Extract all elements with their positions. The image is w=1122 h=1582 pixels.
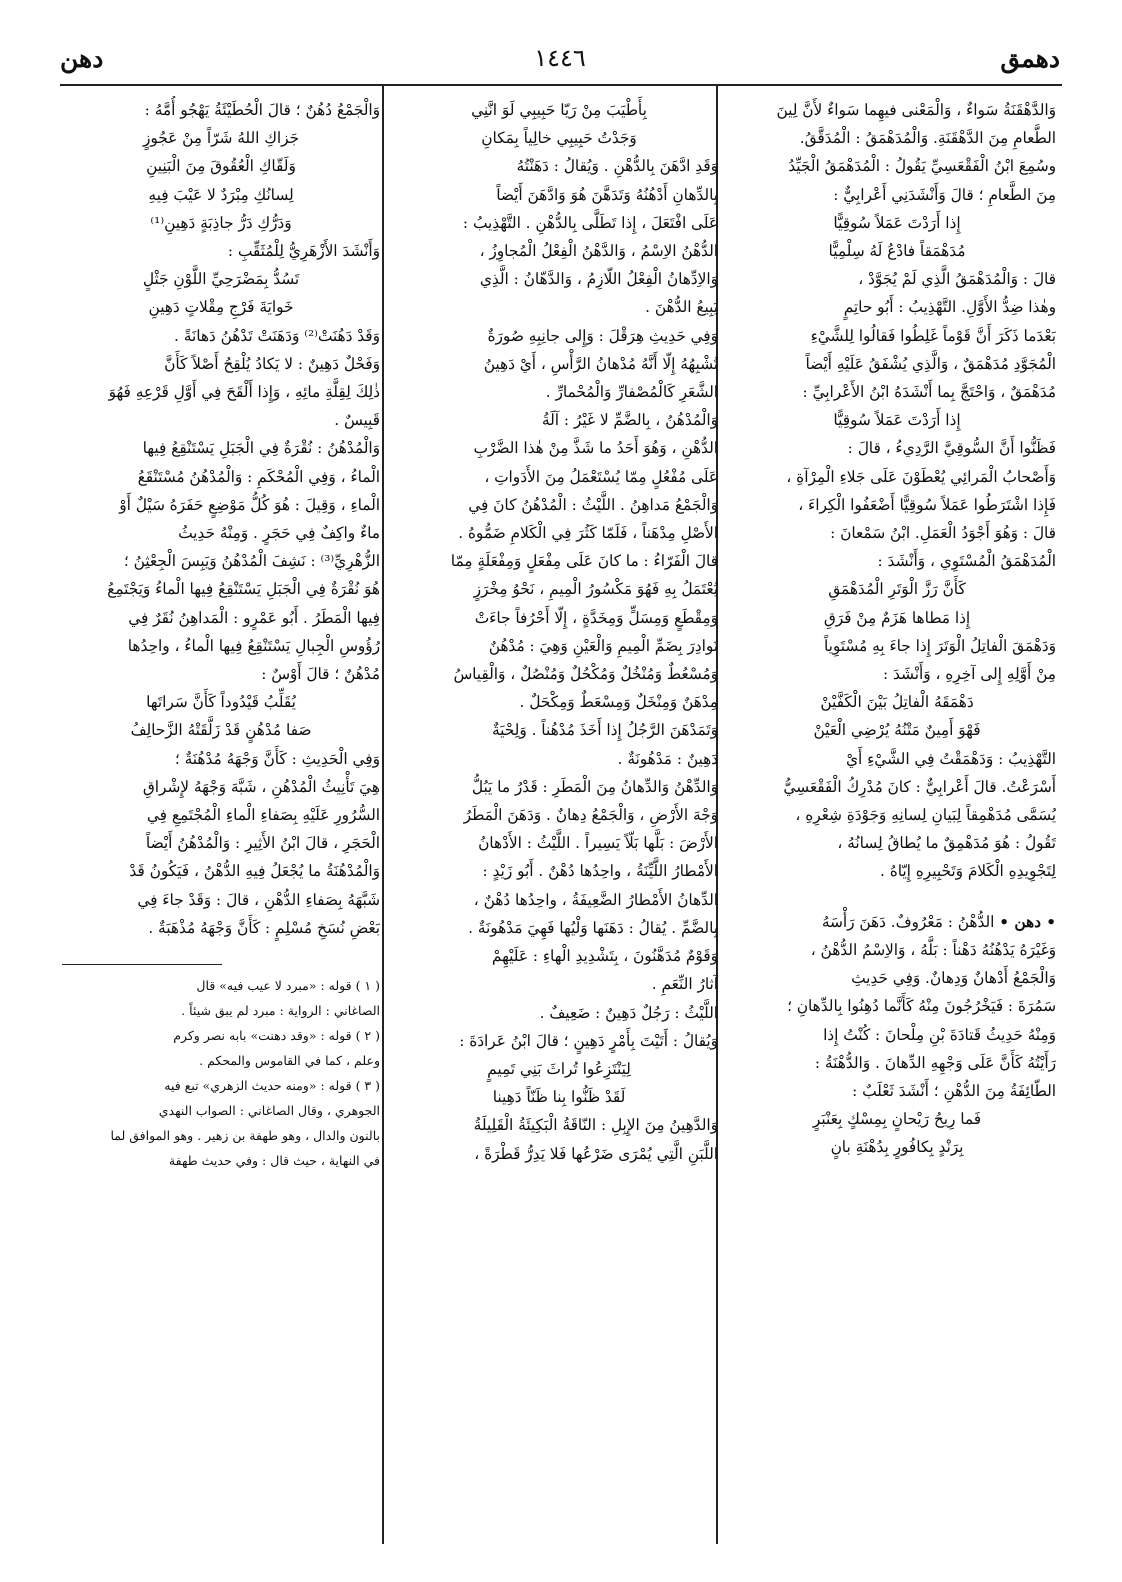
- page-number: ١٤٤٦: [534, 44, 586, 72]
- footnote-line: بالنون والدال ، وهو طهفة بن زهير . وهو الموافق لما: [110, 1128, 380, 1144]
- verse-line: مُدَهْمَقاً فادْعُ لَهُ سِلْمِيًّا: [828, 242, 966, 261]
- verse-line: فَما رِيحُ رَيْحانٍ بِمِسْكٍ بِعَنْبَرٍ: [812, 1110, 982, 1129]
- text-line: يُعْتَمَلُ بِهِ فَهُوَ مَكْسُورُ الْمِيمِ ، نَحْوُ مِخْرَزٍ: [473, 580, 718, 599]
- text-line: الْمُدَهْمَقُ الْمُسْتَوِي ، وَأَنْشَدَ :: [877, 552, 1056, 571]
- text-line: الدُّهْنِ ، وَهُوَ أَحَدُ ما شَذَّ مِنْ هٰذا الضَّرْبِ: [473, 439, 718, 458]
- text-line: آثارُ النِّعَمِ .: [651, 975, 718, 994]
- footnote-line: ( ١ ) قوله : «مبرد لا عيب فيه» قال: [196, 978, 380, 994]
- verse-line: وَدَرُّكِ دَرُّ جاذِبَةٍ دَهِينِ⁽¹⁾: [150, 213, 292, 232]
- verse-line: بِأَطْيَبَ مِنْ رَيّا حَبِيبِي لَوَ انَّنِي: [471, 101, 647, 119]
- text-line: الدِّهانُ الأَمْطارُ الضَّعِيفَةُ ، واحِدُها دُهْنٌ ،: [473, 890, 718, 909]
- verse-line: إِذا مَطاها هَزَمٌ مِنْ فَرَقِ: [823, 608, 971, 627]
- footnote-line: ( ٢ ) قوله : «وقد دهنت» بابه نصر وكرم: [173, 1028, 380, 1044]
- text-line: الزُّهْرِيِّ⁽³⁾ : نَشِفَ الْمُدْهُنُ وَيَبِسَ الْجِعْثِنُ ؛: [123, 552, 380, 571]
- text-line: الشَّعَرِ كَالْمُصْفارِّ وَالْمُحْمارِّ .: [545, 383, 718, 402]
- column-rule-left: [382, 86, 384, 1544]
- verse-line: صَفا مُدْهُنٍ قَدْ زَلَّقَتْهُ الزَّحالِفُ: [130, 721, 312, 740]
- text-line: مِدْهَنٌ وَمِنْخَلٌ وَمِسْعَطٌ وَمِكْحَلٌ .: [519, 693, 718, 712]
- text-line: التَّهْذِيبُ : وَدَهْمَقْتُ فِي الشَّيْءِ أَيْ: [845, 749, 1056, 768]
- verse-line: بِرَنْدٍ بِكافُورٍ بِدُهْنَةِ بانٍ: [830, 1138, 964, 1157]
- text-line: وسُمِعَ ابْنُ الْفَقْعَسِيِّ يَقُولُ : الْمُدَهْمَقُ الْجَيِّدُ: [788, 157, 1056, 176]
- footnote-line: ( ٣ ) قوله : «ومنه حديث الزهري» تبع فيه: [164, 1078, 380, 1094]
- entry-definition: الدُّهْنُ : مَعْرُوفٌ. دَهَنَ رَأْسَهُ: [821, 912, 995, 931]
- text-line: وَقَدِ ادَّهَنَ بِالدُّهْنِ . وَيُقالُ : دَهَنْتُهُ: [516, 157, 718, 176]
- verse-line: لِسانُكِ مِبْرَدٌ لا عَيْبَ فِيهِ: [148, 185, 294, 204]
- text-line: مُدَهْمَقٌ ، وَاحْتَجَّ بِما أَنْشَدَهُ ابْنُ الأَعْرابِيِّ :: [802, 383, 1056, 402]
- text-line: وَمِقْطَعٍ وَمِسَلٍّ وَمِخَدَّةٍ ، إِلّا أَحْرُفاً جاءَتْ: [474, 608, 718, 627]
- column-middle: [400, 96, 718, 1168]
- text-line: مِنْ أَوَّلِهِ إِلى آخِرِهِ ، وَأَنْشَدَ :: [883, 665, 1056, 684]
- text-line: اللَّبَنِ الَّتِي يُمْرَى ضَرْعُها فَلا يَدِرُّ قَطْرَةً ،: [474, 1144, 718, 1163]
- column-left: [62, 96, 380, 1173]
- text-line: مُدْهُنٌ ؛ قالَ أَوْسٌ :: [261, 665, 380, 684]
- text-line: الأَمْطارُ اللَّيِّنَةُ ، واحِدُها دُهْنٌ . أَبُو زَيْدٍ :: [482, 862, 718, 881]
- text-line: الأَرْضَ : بَلَّها بَلّاً يَسِيراً . اللَّيْثُ : الأَدْهانُ: [478, 834, 718, 853]
- text-line: بِالضَّمِّ . يُقالُ : دَهَنَها وَلْيُها فَهِيَ مَدْهُونَةٌ .: [468, 918, 718, 937]
- text-line: وَأَنْشَدَ الأَزْهَرِيُّ لِلْمُثَقِّبِ :: [227, 242, 380, 261]
- text-line: وَالدَّهِينُ مِنَ الإِبِلِ : النّاقَةُ الْبَكِيئَةُ الْقَلِيلَةُ: [473, 1116, 718, 1135]
- entry-gap: [738, 886, 1056, 908]
- text-line: الطّائِفَةُ مِنَ الدُّهْنِ ؛ أَنْشَدَ ثَعْلَبٌ :: [852, 1081, 1056, 1100]
- verse-line: خَوايَةَ فَرْجِ مِقْلاتٍ دَهِينِ: [148, 298, 294, 317]
- text-line: وَقَدْ دَهُنَتْ⁽²⁾ وَدَهَنَتْ تَدْهُنُ دَهانَةً .: [174, 326, 380, 345]
- text-line: فَظَنُّوا أَنَّ السُّوقِيَّ الرَّدِيءُ ، قالَ :: [847, 439, 1056, 458]
- text-line: تَقُولُ : هُوَ مُدَهْمِقٌ ما يُطاقُ لِسانُهُ ،: [837, 834, 1056, 853]
- header-left-keyword: دهن: [60, 44, 104, 73]
- text-line: وَالْمُدْهُنُ ، بِالضَّمِّ لا غَيْرُ : آلَةُ: [541, 411, 718, 430]
- text-line: اللَّيْثُ : رَجُلٌ دَهِينٌ : ضَعِيفٌ .: [539, 1003, 718, 1022]
- text-line: وَمُسْعُطٌ وَمُنْخُلٌ وَمُكْحُلٌ وَمُنْصُلٌ ، وَالْقِياسُ: [453, 665, 718, 684]
- text-line: نَوادِرَ بِضَمِّ الْمِيمِ وَالْعَيْنِ وَهِيَ : مُدْهُنٌ: [488, 636, 718, 655]
- verse-line: وَجَدْتُ حَبِيبِي خالِياً بِمَكانِ: [481, 129, 637, 148]
- text-line: رُؤُوسِ الْجِبالِ يَسْتَنْقِعُ فِيها الْماءُ ، واحِدُها: [127, 636, 380, 655]
- text-line: ذٰلِكَ لِقِلَّةِ مائِهِ ، وَإِذا أَلْقَحَ فِي أَوَّلِ قَرْعِهِ فَهُوَ: [108, 383, 380, 402]
- text-line: بَعْضِ نُسَخِ مُسْلِمٍ : كَأَنَّ وَجْهَهُ مُذْهَبَةٌ .: [148, 918, 380, 937]
- verse-line: لَقَدْ ظَنُّوا بِنا ظَنّاً دَهِينا: [492, 1088, 626, 1107]
- text-line: وَيُقالُ : أَتَيْتَ بِأَمْرٍ دَهِينٍ ؛ قالَ ابْنُ عَرادَةَ :: [459, 1031, 718, 1050]
- text-line: الْماءُ ، وَفِي الْمُحْكَمِ : وَالْمُدْهُنُ مُسْتَنْقَعُ: [137, 467, 380, 486]
- text-line: وَمِنْهُ حَدِيثُ قَتادَةَ بْنِ مِلْحانَ : كُنْتُ إِذا: [823, 1025, 1056, 1044]
- footnote-line: الجوهري ، وقال الصاغاني : الصواب النهدي: [158, 1103, 380, 1119]
- text-line: وَالدَّهْقَنَةُ سَواءٌ ، وَالْمَعْنى فيهِما سَواءٌ لأَنَّ لِينَ: [776, 101, 1056, 119]
- text-line: وَالْمُدْهُنُ : نُقْرَةٌ فِي الْجَبَلِ يَسْتَنْقِعُ فِيها: [142, 439, 380, 458]
- text-line: وَالدِّهْنُ وَالدِّهانُ مِنَ الْمَطَرِ : قَدْرُ ما يَبُلُّ: [471, 777, 718, 796]
- text-line: دَهِينٌ : مَدْهُونَةٌ .: [617, 749, 718, 768]
- header-right-keyword: دهمق: [1000, 44, 1060, 73]
- text-line: قالَ الْفَرّاءُ : ما كانَ عَلَى مِفْعَلٍ وَمِفْعَلَةٍ مِمّا: [450, 552, 718, 571]
- entry-headword: • دهن •: [999, 912, 1056, 931]
- text-line: تُشْبِهُهُ إِلّا أَنَّهُ مُدْهانُ الرَّأْسِ ، أَيْ دَهِينُ: [483, 354, 718, 373]
- verse-line: كَأَنَّ رَزَّ الْوَتَرِ الْمُدَهْمَقِ: [828, 580, 966, 599]
- text-line: شَبَّهَهُ بِصَفاءِ الدُّهْنِ ، قالَ : وَقَدْ جاءَ فِي: [137, 890, 380, 909]
- text-line: وَفَحْلٌ دَهِينٌ : لا يَكادُ يُلْقِحُ أَصْلاً كَأَنَّ: [164, 354, 380, 373]
- header-rule: [60, 84, 1062, 86]
- text-line: الْحَجَرِ ، قالَ ابْنُ الأَثِيرِ : وَالْمُدْهُنُ أَيْضاً: [145, 834, 380, 853]
- text-line: وَتَمَدْهَنَ الرَّجُلُ إِذا أَخَذَ مُدْهُناً . وَلِحْيَةٌ: [491, 721, 718, 740]
- text-line: وَجْهَ الأَرْضِ ، وَالْجَمْعُ دِهانٌ . وَدَهَنَ الْمَطَرُ: [463, 806, 718, 825]
- text-line: وهٰذا ضِدُّ الأَوَّلِ. التَّهْذِيبُ : أَبُو حاتِمٍ: [843, 298, 1056, 317]
- text-line: وَأَصْحابُ الْمَرائِي يُعْطَوْنَ عَلَى جَلاءِ الْمِرْآةِ ،: [786, 467, 1056, 486]
- footnotes: [62, 973, 380, 1173]
- text-line: هُوَ نُقْرَةٌ فِي الْجَبَلِ يَسْتَنْقِعُ فِيها الْماءُ وَيَجْتَمِعُ: [107, 580, 380, 599]
- verse-line: تَسُدُّ بِمَضْرَحِيِّ اللَّوْنِ جَثْلٍ: [142, 270, 300, 289]
- footnote-line: الصاغاني : الرواية : مبرد لم يبق شيئاً .: [181, 1003, 380, 1019]
- text-line: رَأَيْتُهُ كَأَنَّ عَلَى وَجْهِهِ الدِّهانَ . وَالدُّهْنَةُ :: [814, 1053, 1056, 1072]
- footnote-line: وعلم ، كما في القاموس والمحكم .: [199, 1053, 380, 1069]
- text-line: الدُّهْنُ الاِسْمُ ، وَالدَّهْنُ الْفِعْلُ الْمُجاوِزُ ،: [479, 242, 718, 261]
- text-line: عَلَى مُفْعُلٍ مِمّا يُسْتَعْمَلُ مِنَ الأَدَواتِ ،: [484, 467, 718, 486]
- text-line: لِتَجْوِيدِهِ الْكَلامَ وَتَحْبِيرِهِ إِيّاهُ .: [879, 862, 1056, 881]
- text-line: قَبِيسٌ .: [334, 411, 380, 430]
- text-line: وَفِي حَدِيثِ هِرَقْلَ : وَإِلى جانِبِهِ صُورَةٌ: [487, 326, 718, 345]
- text-line: بِالدِّهانِ أَدْهُنُهُ وَتَدَهَّنَ هُوَ وَادَّهَنَ أَيْضاً: [496, 185, 718, 204]
- text-line: مِنَ الطَّعامِ ؛ قالَ وَأَنْشَدَنِي أَعْرابِيٌّ :: [833, 185, 1056, 204]
- text-line: الطَّعامِ مِنَ الدَّهْقَنَةِ. وَالْمُدَهْمَقُ : الْمُدَقَّقُ.: [799, 129, 1056, 148]
- text-line: وَالْجَمْعُ دُهُنٌ ؛ قالَ الْحُطَيْئَةُ يَهْجُو أُمَّهُ :: [144, 101, 380, 119]
- text-line: فِيها الْمَطَرُ . أَبُو عَمْرٍو : الْمَداهِنُ نُقَرٌ فِي: [128, 608, 380, 627]
- text-line: وَدَهْمَقَ الْفاتِلُ الْوَتَرَ إِذا جاءَ بِهِ مُسْتَوِياً: [823, 636, 1056, 655]
- text-line: السُّرُورِ عَلَيْهِ بِصَفاءِ الْماءِ الْمُجْتَمِعِ فِي: [146, 806, 380, 825]
- verse-line: فَهْوَ أَمِينٌ مَتْنُهُ يُرْضِي الْعَيْنْ: [813, 721, 981, 740]
- text-line: [738, 908, 1056, 936]
- footnote-line: في النهاية ، حيث قال : وفي حديث طهفة: [168, 1153, 380, 1169]
- text-line: يُسَمَّى مُدَهْمِقاً لِبَيانِ لِسانِهِ وَجَوْدَةِ شِعْرِهِ ،: [795, 806, 1056, 825]
- verse-line: يُقَلِّبُ قَيْدُوداً كَأَنَّ سَراتَها: [146, 693, 296, 712]
- text-line: وَالْجَمْعُ مَداهِنُ . اللَّيْثُ : الْمُدْهُنُ كانَ فِي: [468, 495, 718, 514]
- verse-line: دَهْمَقَهُ الْفاتِلُ بَيْنَ الْكَفَّيْنْ: [820, 693, 974, 712]
- verse-line: وَلَقّاكِ الْعُقُوقَ مِنَ الْبَنِينِ: [146, 157, 296, 176]
- text-line: سَمُرَةَ : فَيَخْرُجُونَ مِنْهُ كَأَنَّما دُهِنُوا بِالدِّهانِ ؛: [787, 997, 1056, 1016]
- verse-line: جَزاكِ اللهُ شَرّاً مِنْ عَجُوزٍ: [142, 129, 300, 148]
- text-line: فَإِذا اشْتَرَطُوا عَمَلاً سُوقِيًّا أَضْعَفُوا الْكِراءَ ،: [798, 495, 1056, 514]
- text-line: وَالاِدِّهانُ الْفِعْلُ اللّازِمُ ، وَالدَّهّانُ : الَّذِي: [479, 270, 718, 289]
- text-line: الْماءِ ، وَقِيلَ : هُوَ كُلُّ مَوْضِعٍ حَفَرَهُ سَيْلٌ أَوْ: [119, 495, 380, 514]
- text-line: أَسْرَعْتُ. قالَ أَعْرابِيٌّ : كانَ مُدْرِكُ الْفَقْعَسِيُّ: [783, 777, 1056, 796]
- verse-line: إِذا أَرَدْتَ عَمَلاً سُوقِيًّا: [833, 213, 961, 232]
- text-line: وَالْجَمْعُ أَدْهانٌ وَدِهانٌ. وَفِي حَدِيثِ: [851, 969, 1056, 988]
- verse-line: إِذا أَرَدْتَ عَمَلاً سُوقِيًّا: [833, 411, 961, 430]
- column-right: [738, 96, 1056, 1162]
- text-line: قالَ : وَهُوَ أَجْوَدُ الْعَمَلِ. ابْنُ سَمْعانَ :: [830, 524, 1056, 543]
- verse-line: لِيَنْتَزِعُوا تُراثَ بَنِي تَمِيمٍ: [487, 1059, 631, 1078]
- text-line: الْمُجَوَّدِ مُدَهْمَقٌ ، وَالَّذِي يُشْفَقُ عَلَيْهِ أَيْضاً: [805, 354, 1056, 373]
- footnote-rule: [62, 964, 222, 965]
- text-line: يَبِيعُ الدُّهْنَ .: [645, 298, 718, 317]
- text-line: قالَ : وَالْمُدَهْمَقُ الَّذِي لَمْ يُجَوَّدْ ،: [858, 270, 1056, 289]
- text-line: الأَصْلِ مِدْهَناً ، فَلَمّا كَثُرَ فِي الْكَلامِ ضَمُّوهُ .: [458, 524, 718, 543]
- text-line: هِيَ تَأْنِيثُ الْمُدْهُنِ ، شَبَّهَ وَجْهَهُ لإِشْراقِ: [142, 777, 380, 796]
- text-line: وَغَيْرَهُ يَدْهُنُهُ دَهْناً : بَلَّهُ ، وَالاِسْمُ الدُّهْنُ ،: [810, 940, 1056, 959]
- text-line: ماءٌ واكِفٌ فِي حَجَرٍ . وَمِنْهُ حَدِيثُ: [178, 524, 380, 543]
- text-line: وَالْمُدْهُنَةُ ما يُجْعَلُ فِيهِ الدُّهْنُ ، فَيَكُونُ قَدْ: [129, 862, 380, 881]
- page-header: [60, 44, 1060, 78]
- text-line: بَعْدَما ذَكَرَ أَنَّ قَوْماً غَلِطُوا فَقالُوا لِلشَّيْءِ: [810, 326, 1056, 345]
- text-line: وَقَوْمٌ مُدَهَّنُونَ ، بِتَشْدِيدِ الْهاءِ : عَلَيْهِمْ: [491, 947, 718, 966]
- text-line: عَلَى افْتَعَلَ ، إِذا تَطَلَّى بِالدُّهْنِ . التَّهْذِيبُ :: [462, 213, 718, 232]
- text-line: وَفِي الْحَدِيثِ : كَأَنَّ وَجْهَهُ مُدْهُنَةٌ ؛: [174, 749, 380, 768]
